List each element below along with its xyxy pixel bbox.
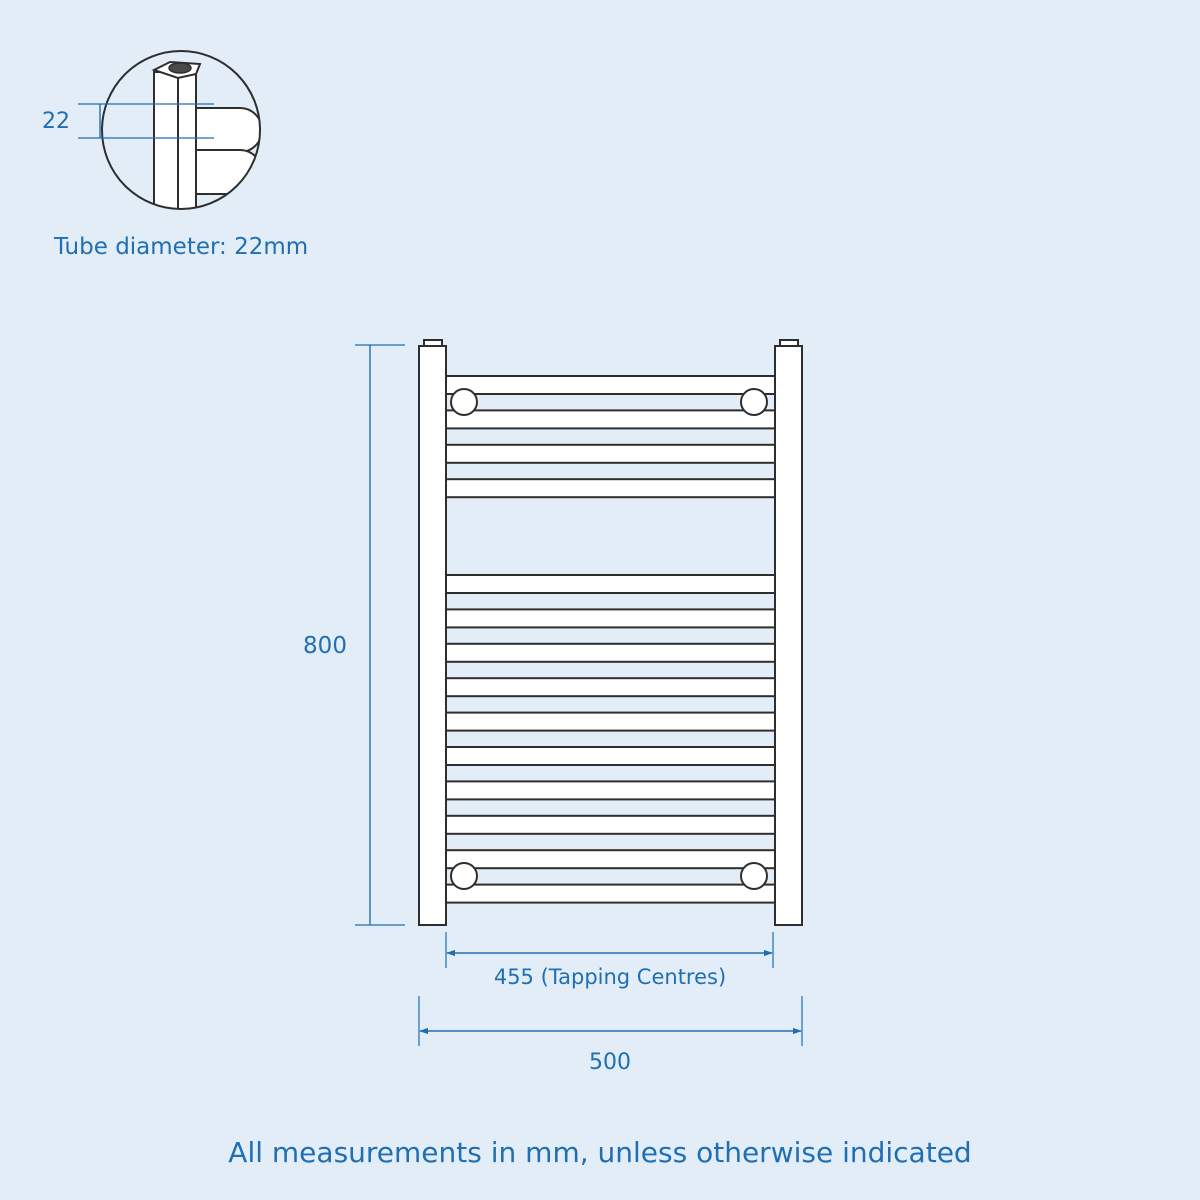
footer-note: All measurements in mm, unless otherwise indicated	[228, 1136, 972, 1169]
width-dimension-label: 500	[589, 1050, 631, 1075]
rail-bar-11	[446, 781, 775, 799]
right-upright	[775, 346, 802, 925]
rail-bar-7	[446, 644, 775, 662]
rail-bar-3	[446, 445, 775, 463]
rail-bar-1	[446, 376, 775, 394]
detail-vertical-tube-front	[154, 72, 178, 222]
valve-top-left	[451, 389, 477, 415]
rail-bar-14	[446, 885, 775, 903]
towel-radiator	[419, 340, 802, 925]
detail-upper-horizontal-tube	[190, 108, 262, 152]
rail-bar-6	[446, 609, 775, 627]
left-upright	[419, 346, 446, 925]
rail-bar-12	[446, 816, 775, 834]
detail-dimension-label: 22	[42, 109, 70, 134]
rail-bars	[446, 376, 775, 903]
valve-bottom-right	[741, 863, 767, 889]
valve-connectors	[451, 389, 767, 889]
width-dimension	[419, 996, 802, 1075]
valve-top-right	[741, 389, 767, 415]
rail-bar-5	[446, 575, 775, 593]
tapping-centres-dimension	[446, 932, 773, 989]
rail-bar-10	[446, 747, 775, 765]
detail-lower-horizontal-tube	[190, 150, 262, 194]
rail-bar-8	[446, 678, 775, 696]
rail-bar-2	[446, 410, 775, 428]
height-dimension	[303, 345, 405, 925]
tube-diameter-caption: Tube diameter: 22mm	[54, 234, 309, 260]
rail-bar-9	[446, 713, 775, 731]
tube-detail-inset	[42, 51, 308, 260]
height-dimension-label: 800	[303, 633, 347, 659]
rail-bar-4	[446, 479, 775, 497]
detail-tube-opening	[169, 63, 191, 73]
rail-bar-13	[446, 850, 775, 868]
tapping-centres-label: 455 (Tapping Centres)	[493, 965, 727, 989]
valve-bottom-left	[451, 863, 477, 889]
